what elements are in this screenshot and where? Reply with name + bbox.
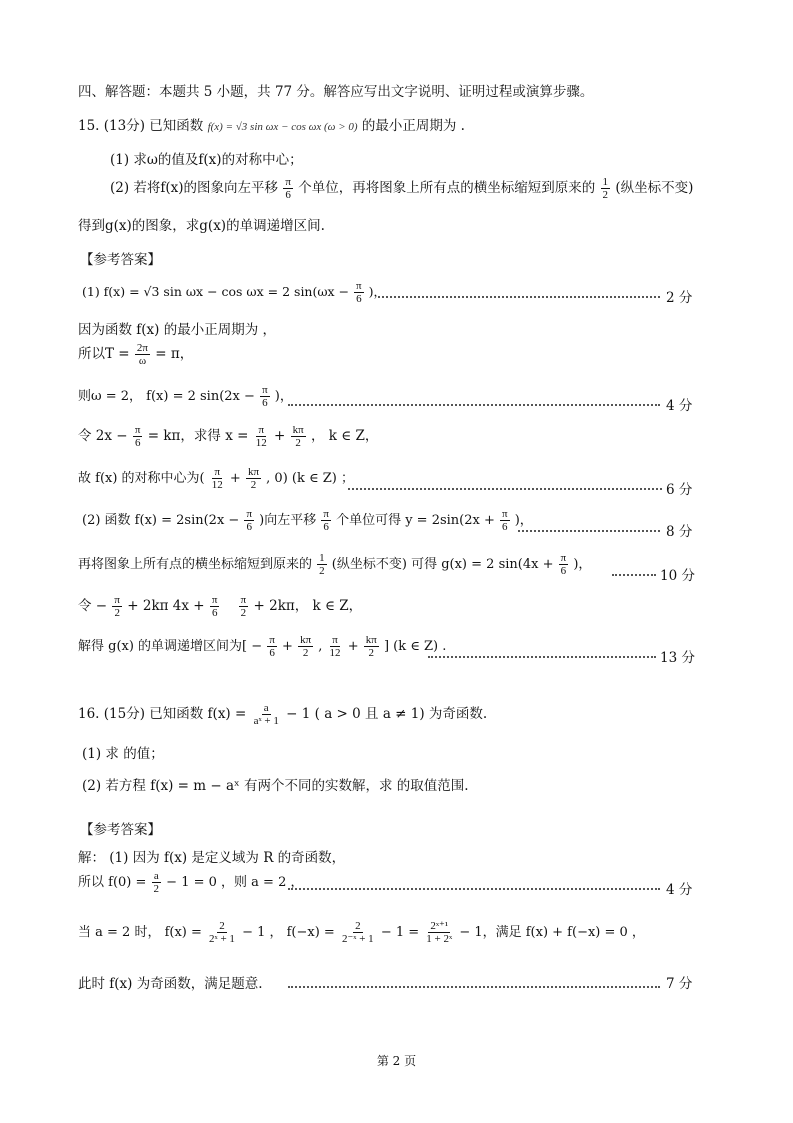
frac-num: π	[246, 508, 252, 520]
score-label: 2 分	[666, 290, 693, 306]
text: 令 2x −	[78, 428, 128, 444]
q15-solution-line-10	[78, 634, 446, 659]
q15-solution-line-8	[78, 552, 591, 577]
frac-den: 6	[246, 521, 252, 533]
frac-num: kπ	[292, 424, 304, 436]
fraction	[364, 634, 379, 659]
frac-den: 6	[502, 521, 508, 533]
frac-num: π	[285, 176, 291, 188]
q15-solution-line-4	[78, 384, 293, 409]
dot-leader	[288, 986, 660, 988]
text: 则ω = 2， f(x) = 2 sin(2x −	[78, 389, 255, 404]
text: 所以 f(0) =	[78, 875, 147, 890]
fraction	[328, 634, 343, 659]
frac-num: π	[258, 424, 265, 436]
dot-leader	[288, 404, 660, 406]
text: , 0) (k ∈ Z) ；	[266, 471, 354, 486]
frac-den: 6	[356, 293, 362, 305]
frac-num: π	[323, 508, 329, 520]
frac-num: π	[332, 634, 338, 646]
frac-num: 2π	[136, 342, 148, 354]
text: )，	[368, 284, 386, 299]
text: )，	[274, 389, 293, 404]
dot-leader	[288, 888, 660, 890]
q16-solution-line-3	[78, 920, 645, 945]
q15-part2-half	[601, 176, 611, 201]
text: ] (k ∈ Z) .	[383, 639, 447, 654]
q15-solution-line-7	[82, 508, 533, 533]
q15-part2-fraction	[283, 176, 293, 201]
fraction	[340, 920, 376, 945]
fraction	[135, 342, 150, 367]
frac-den: 12	[329, 647, 341, 659]
text: (纵坐标不变) 可得 g(x) = 2 sin(4x +	[331, 557, 554, 572]
fraction	[500, 508, 510, 533]
score-label: 4 分	[666, 882, 693, 898]
frac-den: 6	[262, 397, 268, 409]
frac-num: π	[269, 634, 275, 646]
q16-solution-line-4: 此时 f(x) 为奇函数，满足题意.	[78, 976, 263, 992]
text: 所以T =	[78, 346, 130, 362]
q15-solution-line-9	[78, 594, 362, 619]
q15-solution-line-2: 因为函数 f(x) 的最小正周期为 ，	[78, 322, 277, 338]
q15-solution-line-3	[78, 342, 193, 367]
frac-den: 2	[250, 479, 257, 491]
page-number: 第 2 页	[376, 1054, 417, 1068]
frac-num: π	[214, 466, 221, 478]
text: (1) f(x) = √3 sin ωx − cos ωx = 2 sin(ωx −	[82, 284, 350, 299]
score-label: 6 分	[666, 482, 693, 498]
fraction	[254, 424, 269, 449]
frac-den: 2	[114, 607, 120, 619]
text: 个单位可得 y = 2sin(2x +	[336, 513, 495, 528]
q15-solution-line-6	[78, 466, 354, 491]
text: − 1 ( a > 0 且 a ≠ 1) 为奇函数.	[286, 706, 488, 722]
frac-num: 1	[319, 552, 325, 564]
text: 故 f(x) 的对称中心为(	[78, 471, 205, 486]
frac-den: 2	[153, 883, 160, 895]
score-label: 4 分	[666, 398, 693, 414]
dot-leader	[518, 530, 660, 532]
text: + 2kπ 4x +	[127, 598, 205, 614]
fraction	[244, 508, 254, 533]
frac-den: 12	[211, 479, 223, 491]
frac-den: 2	[602, 189, 609, 201]
frac-den: 2ˣ + 1	[209, 933, 235, 945]
frac-num: 2ˣ⁺¹	[430, 920, 449, 932]
frac-den: 2	[302, 647, 309, 659]
q15-part2-cont: 得到g(x)的图象，求g(x)的单调递增区间.	[78, 218, 325, 234]
q15-part1: (1) 求ω的值及f(x)的对称中心；	[110, 152, 303, 168]
fraction	[246, 466, 261, 491]
q16-solution-line-2	[78, 870, 303, 895]
fraction	[239, 594, 249, 619]
frac-den: 2	[240, 607, 247, 619]
q16-stem	[78, 702, 487, 727]
score-label: 10 分	[660, 568, 695, 584]
frac-num: kπ	[300, 634, 312, 646]
q15-part2	[110, 176, 693, 201]
frac-den: 2⁻ˣ + 1	[341, 933, 374, 945]
dot-leader	[378, 296, 660, 298]
dot-leader	[348, 488, 662, 490]
frac-den: 2	[295, 437, 301, 449]
fraction	[559, 552, 569, 577]
text: − 1，满足 f(x) + f(−x) = 0 ，	[459, 925, 645, 940]
score-label: 13 分	[660, 650, 695, 666]
text: ,	[318, 639, 323, 654]
text: − 1 = 0 ，则 a = 2 ，	[166, 875, 304, 890]
fraction	[424, 920, 454, 945]
text: − 1 ， f(−x) =	[242, 925, 335, 940]
fraction	[291, 424, 306, 449]
frac-den: 2	[368, 647, 375, 659]
fraction	[321, 508, 331, 533]
text: = kπ，求得 x =	[147, 428, 249, 444]
frac-num: π	[560, 552, 567, 564]
text: +	[347, 639, 359, 654]
q15-stem-formula: f(x) = √3 sin ωx − cos ωx (ω > 0)	[207, 121, 358, 133]
fraction	[317, 552, 327, 577]
text: ， k ∈ Z，	[311, 428, 379, 444]
frac-den: 12	[255, 437, 267, 449]
q15-reference-label: 【参考答案】	[80, 252, 161, 268]
frac-num: kπ	[247, 466, 260, 478]
frac-num: π	[356, 280, 362, 292]
text: 再将图象上所有点的横坐标缩短到原来的	[78, 557, 313, 572]
text: )，	[573, 557, 592, 572]
text: − 1 =	[380, 925, 420, 940]
frac-den: 6	[134, 437, 141, 449]
text: )向左平移	[259, 513, 317, 528]
frac-num: π	[240, 594, 247, 606]
text: +	[282, 639, 293, 654]
text: 当 a = 2 时， f(x) =	[78, 925, 202, 940]
q16-part2: (2) 若方程 f(x) = m − aˣ 有两个不同的实数解，求 的取值范围.	[82, 778, 469, 794]
fraction	[112, 594, 122, 619]
fraction	[207, 920, 237, 945]
frac-num: kπ	[365, 634, 377, 646]
q15-stem	[78, 114, 465, 134]
frac-num: π	[134, 424, 141, 436]
q16-part1: (1) 求 的值；	[82, 746, 164, 762]
frac-den: 6	[560, 565, 567, 577]
frac-num: π	[262, 384, 268, 396]
frac-den: 6	[211, 607, 218, 619]
frac-num: π	[502, 508, 508, 520]
fraction	[260, 384, 270, 409]
text: 解得 g(x) 的单调递增区间为[ −	[78, 639, 263, 654]
section-heading: 四、解答题：本题共 5 小题，共 77 分。解答应写出文字说明、证明过程或演算步骤。	[78, 84, 594, 100]
frac-den: aˣ + 1	[253, 715, 279, 727]
fraction	[298, 634, 313, 659]
dot-leader	[612, 574, 656, 576]
fraction	[210, 466, 225, 491]
text: = π，	[155, 346, 194, 362]
fraction	[252, 702, 281, 727]
q15-solution-line-5	[78, 424, 378, 449]
frac-den: 1 + 2ˣ	[426, 933, 453, 945]
text: +	[274, 428, 286, 444]
text: 令 −	[78, 598, 108, 614]
q15-stem-prefix: 15. (13分) 已知函数	[78, 118, 204, 134]
fraction	[354, 280, 364, 305]
text: + 2kπ， k ∈ Z，	[253, 598, 363, 614]
frac-num: π	[114, 594, 120, 606]
frac-num: π	[211, 594, 218, 606]
fraction	[267, 634, 277, 659]
q15-solution-line-1	[82, 280, 386, 305]
fraction	[210, 594, 220, 619]
frac-num: a	[153, 870, 159, 882]
dot-leader	[428, 656, 656, 658]
fraction	[152, 870, 162, 895]
frac-num: 2	[219, 920, 225, 932]
q15-part2-text-a: (2) 若将f(x)的图象向左平移	[110, 180, 279, 196]
frac-num: 1	[602, 176, 609, 188]
score-label: 7 分	[666, 976, 693, 992]
frac-num: a	[263, 702, 269, 714]
text: )，	[514, 513, 533, 528]
frac-den: 6	[323, 521, 329, 533]
text: (2) 函数 f(x) = 2sin(2x −	[82, 513, 240, 528]
q15-part2-text-c: (纵坐标不变)	[615, 180, 694, 196]
text: 16. (15分) 已知函数 f(x) =	[78, 706, 247, 722]
q15-part2-text-b: 个单位，再将图象上所有点的横坐标缩短到原来的	[298, 180, 596, 196]
frac-den: 2	[319, 565, 325, 577]
text: +	[229, 471, 241, 486]
frac-den: 6	[285, 189, 291, 201]
frac-num: 2	[355, 920, 361, 932]
q16-solution-line-1: 解： (1) 因为 f(x) 是定义域为 R 的奇函数，	[78, 850, 346, 866]
frac-den: ω	[138, 355, 147, 367]
score-label: 8 分	[666, 524, 693, 540]
q16-reference-label: 【参考答案】	[80, 822, 161, 838]
q15-stem-suffix: 的最小正周期为 .	[361, 118, 465, 134]
fraction	[133, 424, 143, 449]
frac-den: 6	[269, 647, 275, 659]
